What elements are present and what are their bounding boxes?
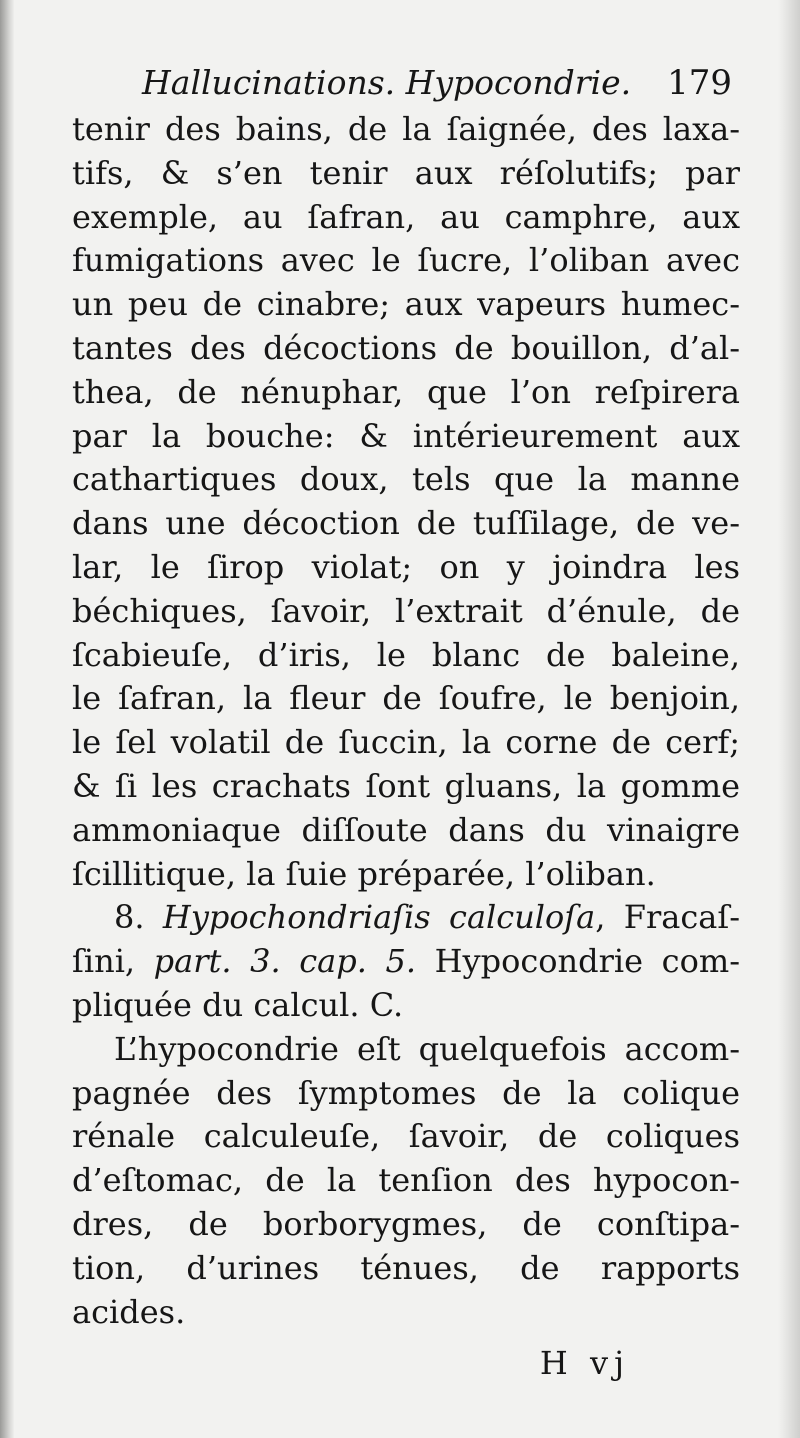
text-line: béchiques, ſavoir, l’extrait d’énule, de (72, 591, 740, 630)
text-line: tifs, & s’en tenir aux réſolutifs; par (72, 153, 740, 192)
text-line: le ſafran, la fleur de ſoufre, le benjoin, (72, 679, 740, 718)
book-page (72, 58, 740, 1398)
french-name-start: Hypocondrie com- (416, 942, 740, 981)
running-head (142, 58, 732, 108)
text-line: rénale calculeuſe, ſavoir, de coliques (72, 1117, 740, 1156)
text-line: dans une décoction de tuſſilage, de ve- (72, 504, 740, 543)
section-reference: part. 3. cap. 5. (153, 942, 417, 981)
scan-edge-right (778, 0, 800, 1438)
section-author: , Fracaſ- (595, 898, 740, 937)
text-line: exemple, au ſafran, au camphre, aux (72, 197, 740, 236)
scan-edge-left (0, 0, 14, 1438)
text-line: acides. (72, 1292, 186, 1331)
text-line: ammoniaque diſſoute dans du vinaigre (72, 810, 740, 849)
text-line: ſcillitique, la ſuie préparée, l’oliban. (72, 854, 656, 893)
text-line: dres, de borborygmes, de conſtipa- (72, 1204, 740, 1243)
running-head-title: Hallucinations. Hypocondrie. (142, 63, 632, 102)
text-line: tenir des bains, de la ſaignée, des laxa- (72, 110, 740, 148)
text-line: par la bouche: & intérieurement aux (72, 416, 740, 455)
text-line: fumigations avec le ſucre, l’oliban avec (72, 241, 740, 280)
section-description-line: pliquée du calcul. C. (72, 985, 404, 1024)
text-line: & ſi les crachats ſont gluans, la gomme (72, 766, 740, 805)
text-line: tion, d’urines ténues, de rapports (72, 1248, 740, 1287)
text-line: un peu de cinabre; aux vapeurs humec- (72, 285, 740, 324)
text-line: tantes des décoctions de bouillon, d’al- (72, 328, 740, 367)
text-line: cathartiques doux, tels que la manne (72, 460, 740, 499)
signature-mark: H vj (539, 1344, 630, 1383)
text-line: le ſel volatil de ſuccin, la corne de cerf; (72, 723, 740, 762)
text-line: L’hypocondrie eſt quelquefois accom- (114, 1029, 740, 1068)
catchword-row (72, 1338, 740, 1398)
body-text (72, 108, 740, 1334)
text-line: lar, le ſirop violat; on y joindra les (72, 547, 740, 586)
text-line: ſcabieuſe, d’iris, le blanc de baleine, (72, 635, 740, 674)
text-line: thea, de nénuphar, que l’on reſpirera (72, 372, 740, 411)
section-reference-line (72, 940, 740, 984)
text-line: pagnée des ſymptomes de la colique (72, 1073, 740, 1112)
page-number: 179 (667, 63, 732, 103)
text-line: d’eſtomac, de la tenſion des hypocon- (72, 1161, 740, 1200)
author-continuation: ſini, (72, 942, 154, 981)
latin-disease-name: Hypochondriaſis calculoſa (162, 898, 596, 937)
section-number: 8. (114, 898, 145, 937)
section-heading-line (72, 896, 740, 940)
